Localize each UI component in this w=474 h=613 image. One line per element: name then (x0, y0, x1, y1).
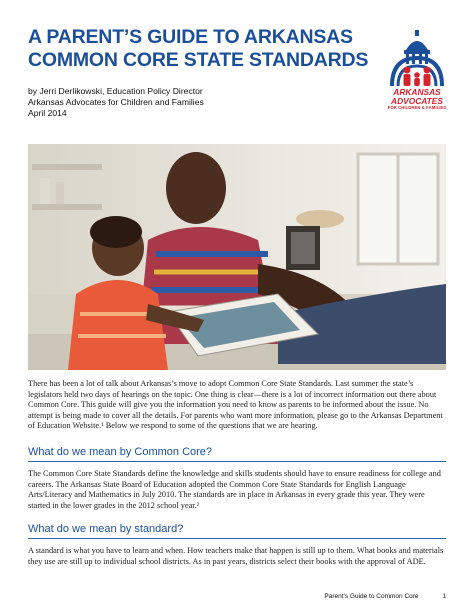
page-title (28, 26, 378, 72)
section-divider (28, 538, 446, 539)
common-core-text: The Common Core State Standards define the knowledge and skills students should have to ensure readiness for college and careers. The Arkansas State Board of Education adopted the Common Core State Standards for English Language Arts/Literacy and Mathematics in July 2010. The standards are in place in Arkansas in every grade this year. They were started in the lower grades in the 2012 school year.² (28, 469, 441, 510)
footer-guide-label: Parent’s Guide to Common Core (324, 593, 419, 600)
section-heading-standard: What do we mean by standard? (28, 523, 184, 535)
organization-logo (378, 88, 456, 111)
common-core-paragraph (28, 469, 448, 511)
byline (28, 86, 288, 119)
logo-line-1: ARKANSAS (393, 87, 441, 97)
intro-text: There has been a lot of talk about Arkansas’s move to adopt Common Core State Standards. Last summer the state’s legislators held two days of hearings on the topic. One thing is clear—there is a lot of incorrect information out there about Common Core. This guide will give you the information you need to know as parents to be informed about the issue. No attempt is being made to cover all the details. For parents who want more information, please go to the Arkansas Department of Education Website.¹ Below we respond to some of the questions that we are hearing. (28, 379, 443, 431)
section-heading-common-core: What do we mean by Common Core? (28, 446, 213, 458)
title-line-2: COMMON CORE STATE STANDARDS (28, 49, 369, 71)
standard-paragraph (28, 546, 448, 567)
logo-line-3: FOR CHILDREN & FAMILIES (387, 105, 447, 111)
section-divider (28, 461, 446, 462)
title-line-1: A PARENT’S GUIDE TO ARKANSAS (28, 26, 353, 48)
author-line: by Jerri Derlikowski, Education Policy Director (28, 86, 203, 96)
logo-line-2: ADVOCATES (391, 95, 443, 106)
page-number: 1 (442, 593, 446, 600)
organization-line: Arkansas Advocates for Children and Families (28, 97, 204, 107)
intro-paragraph (28, 379, 448, 432)
page-footer (324, 593, 446, 600)
standard-text: A standard is what you have to learn and when. How teachers make that happen is still up to them. What books and materials they use are still up to individual school districts. As in past years, districts select their books with the approval of ADE. (28, 546, 444, 566)
father-son-reading-photo (28, 144, 446, 370)
date-line: April 2014 (28, 108, 67, 118)
